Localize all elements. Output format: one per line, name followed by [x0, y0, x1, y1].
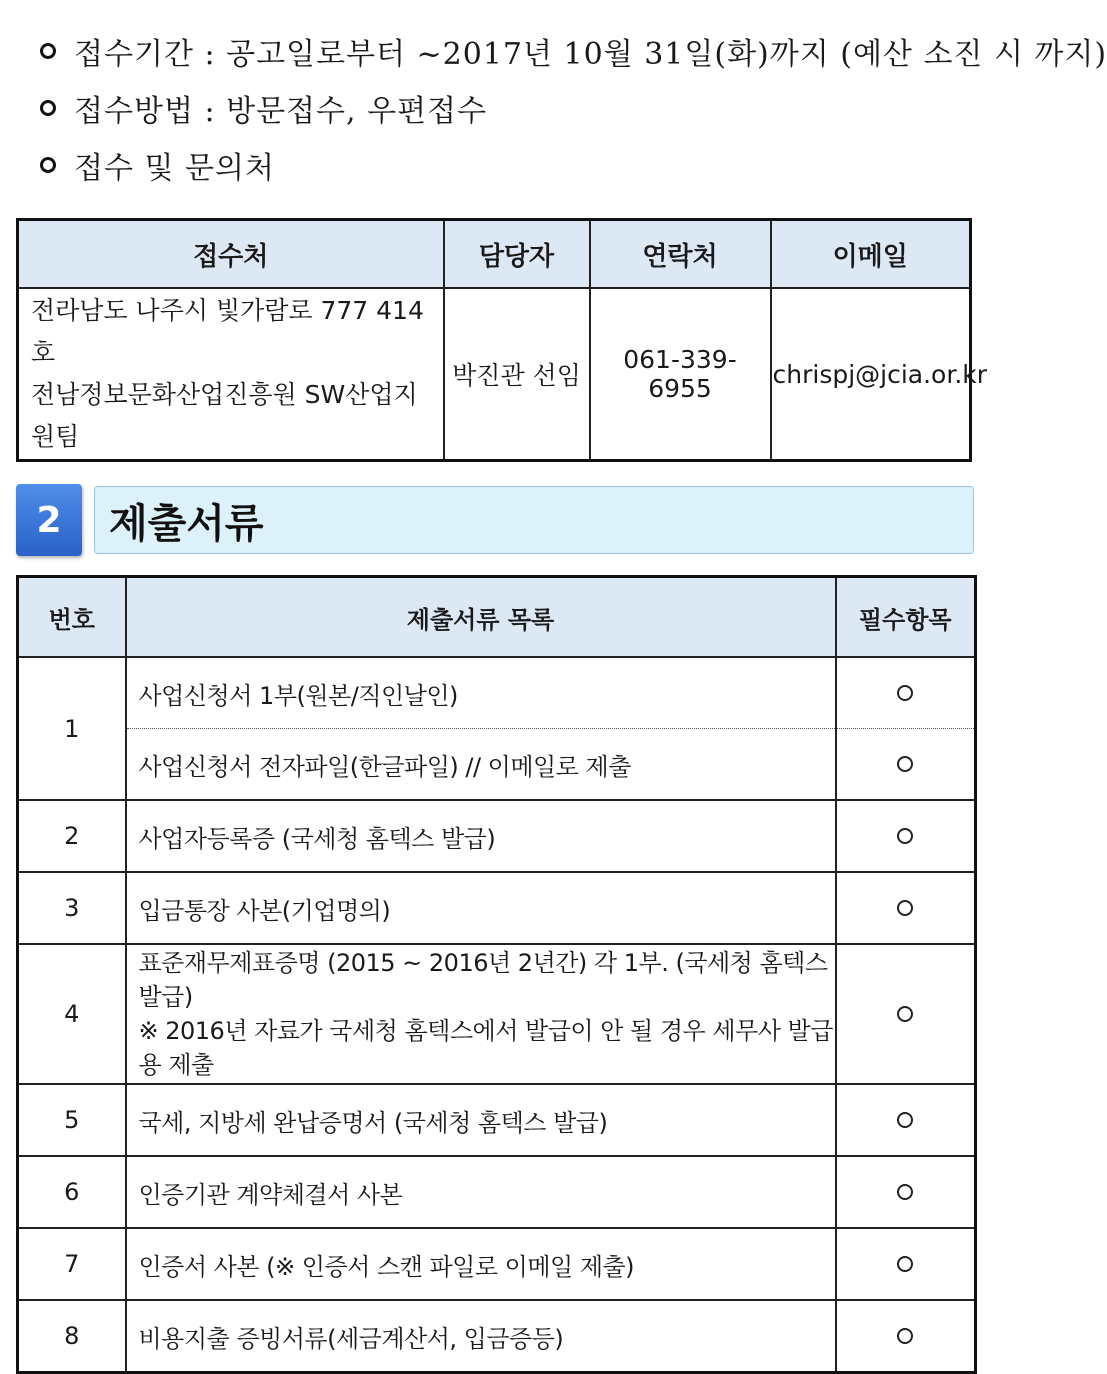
documents-table — [16, 575, 977, 1374]
header-person: 담당자 — [444, 220, 590, 289]
bullet-text: 접수기간 : 공고일로부터 ~2017년 10월 31일(화)까지 (예산 소진 시 까지) — [74, 36, 1107, 72]
contact-table — [16, 218, 988, 462]
document-note: ※ 2016년 자료가 국세청 홈텍스에서 발급이 안 될 경우 세무사 발급용 제출 — [138, 1017, 833, 1079]
header-document-list: 제출서류 목록 — [126, 577, 836, 658]
document-line: 표준재무제표증명 (2015 ~ 2016년 2년간) 각 1부. (국세청 홈텍스 발급) — [138, 949, 828, 1011]
required-circle-icon — [897, 828, 913, 844]
header-phone: 연락처 — [590, 220, 771, 289]
row-number: 7 — [18, 1228, 126, 1300]
table-row — [18, 1300, 976, 1373]
document-item: 국세, 지방세 완납증명서 (국세청 홈텍스 발급) — [126, 1084, 836, 1156]
contact-phone: 061-339-6955 — [590, 288, 771, 461]
table-row — [18, 1228, 976, 1300]
contact-address — [18, 288, 444, 461]
required-cell — [836, 944, 976, 1084]
document-item: 사업신청서 전자파일(한글파일) // 이메일로 제출 — [126, 729, 836, 801]
row-number: 2 — [18, 800, 126, 872]
header-number: 번호 — [18, 577, 126, 658]
row-number: 8 — [18, 1300, 126, 1373]
table-row — [18, 1156, 976, 1228]
document-item — [126, 944, 836, 1084]
bullet-circle-icon — [40, 43, 56, 59]
section-header — [16, 484, 976, 558]
contact-person: 박진관 선임 — [444, 288, 590, 461]
required-cell — [836, 800, 976, 872]
bullet-circle-icon — [40, 157, 56, 173]
table-row — [18, 800, 976, 872]
document-item: 입금통장 사본(기업명의) — [126, 872, 836, 944]
document-item: 비용지출 증빙서류(세금계산서, 입금증등) — [126, 1300, 836, 1373]
row-number: 1 — [18, 657, 126, 800]
bullet-item — [40, 79, 980, 136]
section-title: 제출서류 — [109, 500, 264, 547]
required-cell — [836, 1300, 976, 1373]
required-circle-icon — [897, 1184, 913, 1200]
document-item: 사업자등록증 (국세청 홈텍스 발급) — [126, 800, 836, 872]
contact-email: chrispj@jcia.or.kr — [771, 288, 971, 461]
header-required: 필수항목 — [836, 577, 976, 658]
required-circle-icon — [897, 900, 913, 916]
contact-header-row — [18, 220, 971, 289]
section-number: 2 — [16, 484, 82, 556]
bullet-item — [40, 136, 980, 193]
bullet-list — [40, 22, 1107, 193]
table-row — [18, 872, 976, 944]
row-number: 4 — [18, 944, 126, 1084]
required-cell — [836, 729, 976, 801]
section-title-bar — [94, 486, 974, 554]
address-line: 전남정보문화산업진흥원 SW산업지원팀 — [31, 380, 418, 451]
table-row — [18, 944, 976, 1084]
required-cell — [836, 1228, 976, 1300]
header-office: 접수처 — [18, 220, 444, 289]
document-item: 사업신청서 1부(원본/직인날인) — [126, 657, 836, 729]
required-circle-icon — [897, 756, 913, 772]
bullet-text: 접수방법 : 방문접수, 우편접수 — [74, 93, 488, 129]
required-cell — [836, 1084, 976, 1156]
bullet-item — [40, 22, 1107, 79]
row-number: 5 — [18, 1084, 126, 1156]
required-cell — [836, 872, 976, 944]
required-cell — [836, 1156, 976, 1228]
required-circle-icon — [897, 1328, 913, 1344]
document-item: 인증기관 계약체결서 사본 — [126, 1156, 836, 1228]
address-line: 전라남도 나주시 빛가람로 777 414호 — [31, 296, 424, 367]
header-email: 이메일 — [771, 220, 971, 289]
row-number: 6 — [18, 1156, 126, 1228]
required-cell — [836, 657, 976, 729]
required-circle-icon — [897, 1112, 913, 1128]
required-circle-icon — [897, 1256, 913, 1272]
table-row — [18, 1084, 976, 1156]
document-item: 인증서 사본 (※ 인증서 스캔 파일로 이메일 제출) — [126, 1228, 836, 1300]
table-row — [18, 657, 976, 729]
row-number: 3 — [18, 872, 126, 944]
bullet-circle-icon — [40, 100, 56, 116]
docs-header-row — [18, 577, 976, 658]
table-row — [18, 729, 976, 801]
contact-row — [18, 288, 971, 461]
required-circle-icon — [897, 1006, 913, 1022]
required-circle-icon — [897, 685, 913, 701]
bullet-text: 접수 및 문의처 — [74, 150, 275, 186]
